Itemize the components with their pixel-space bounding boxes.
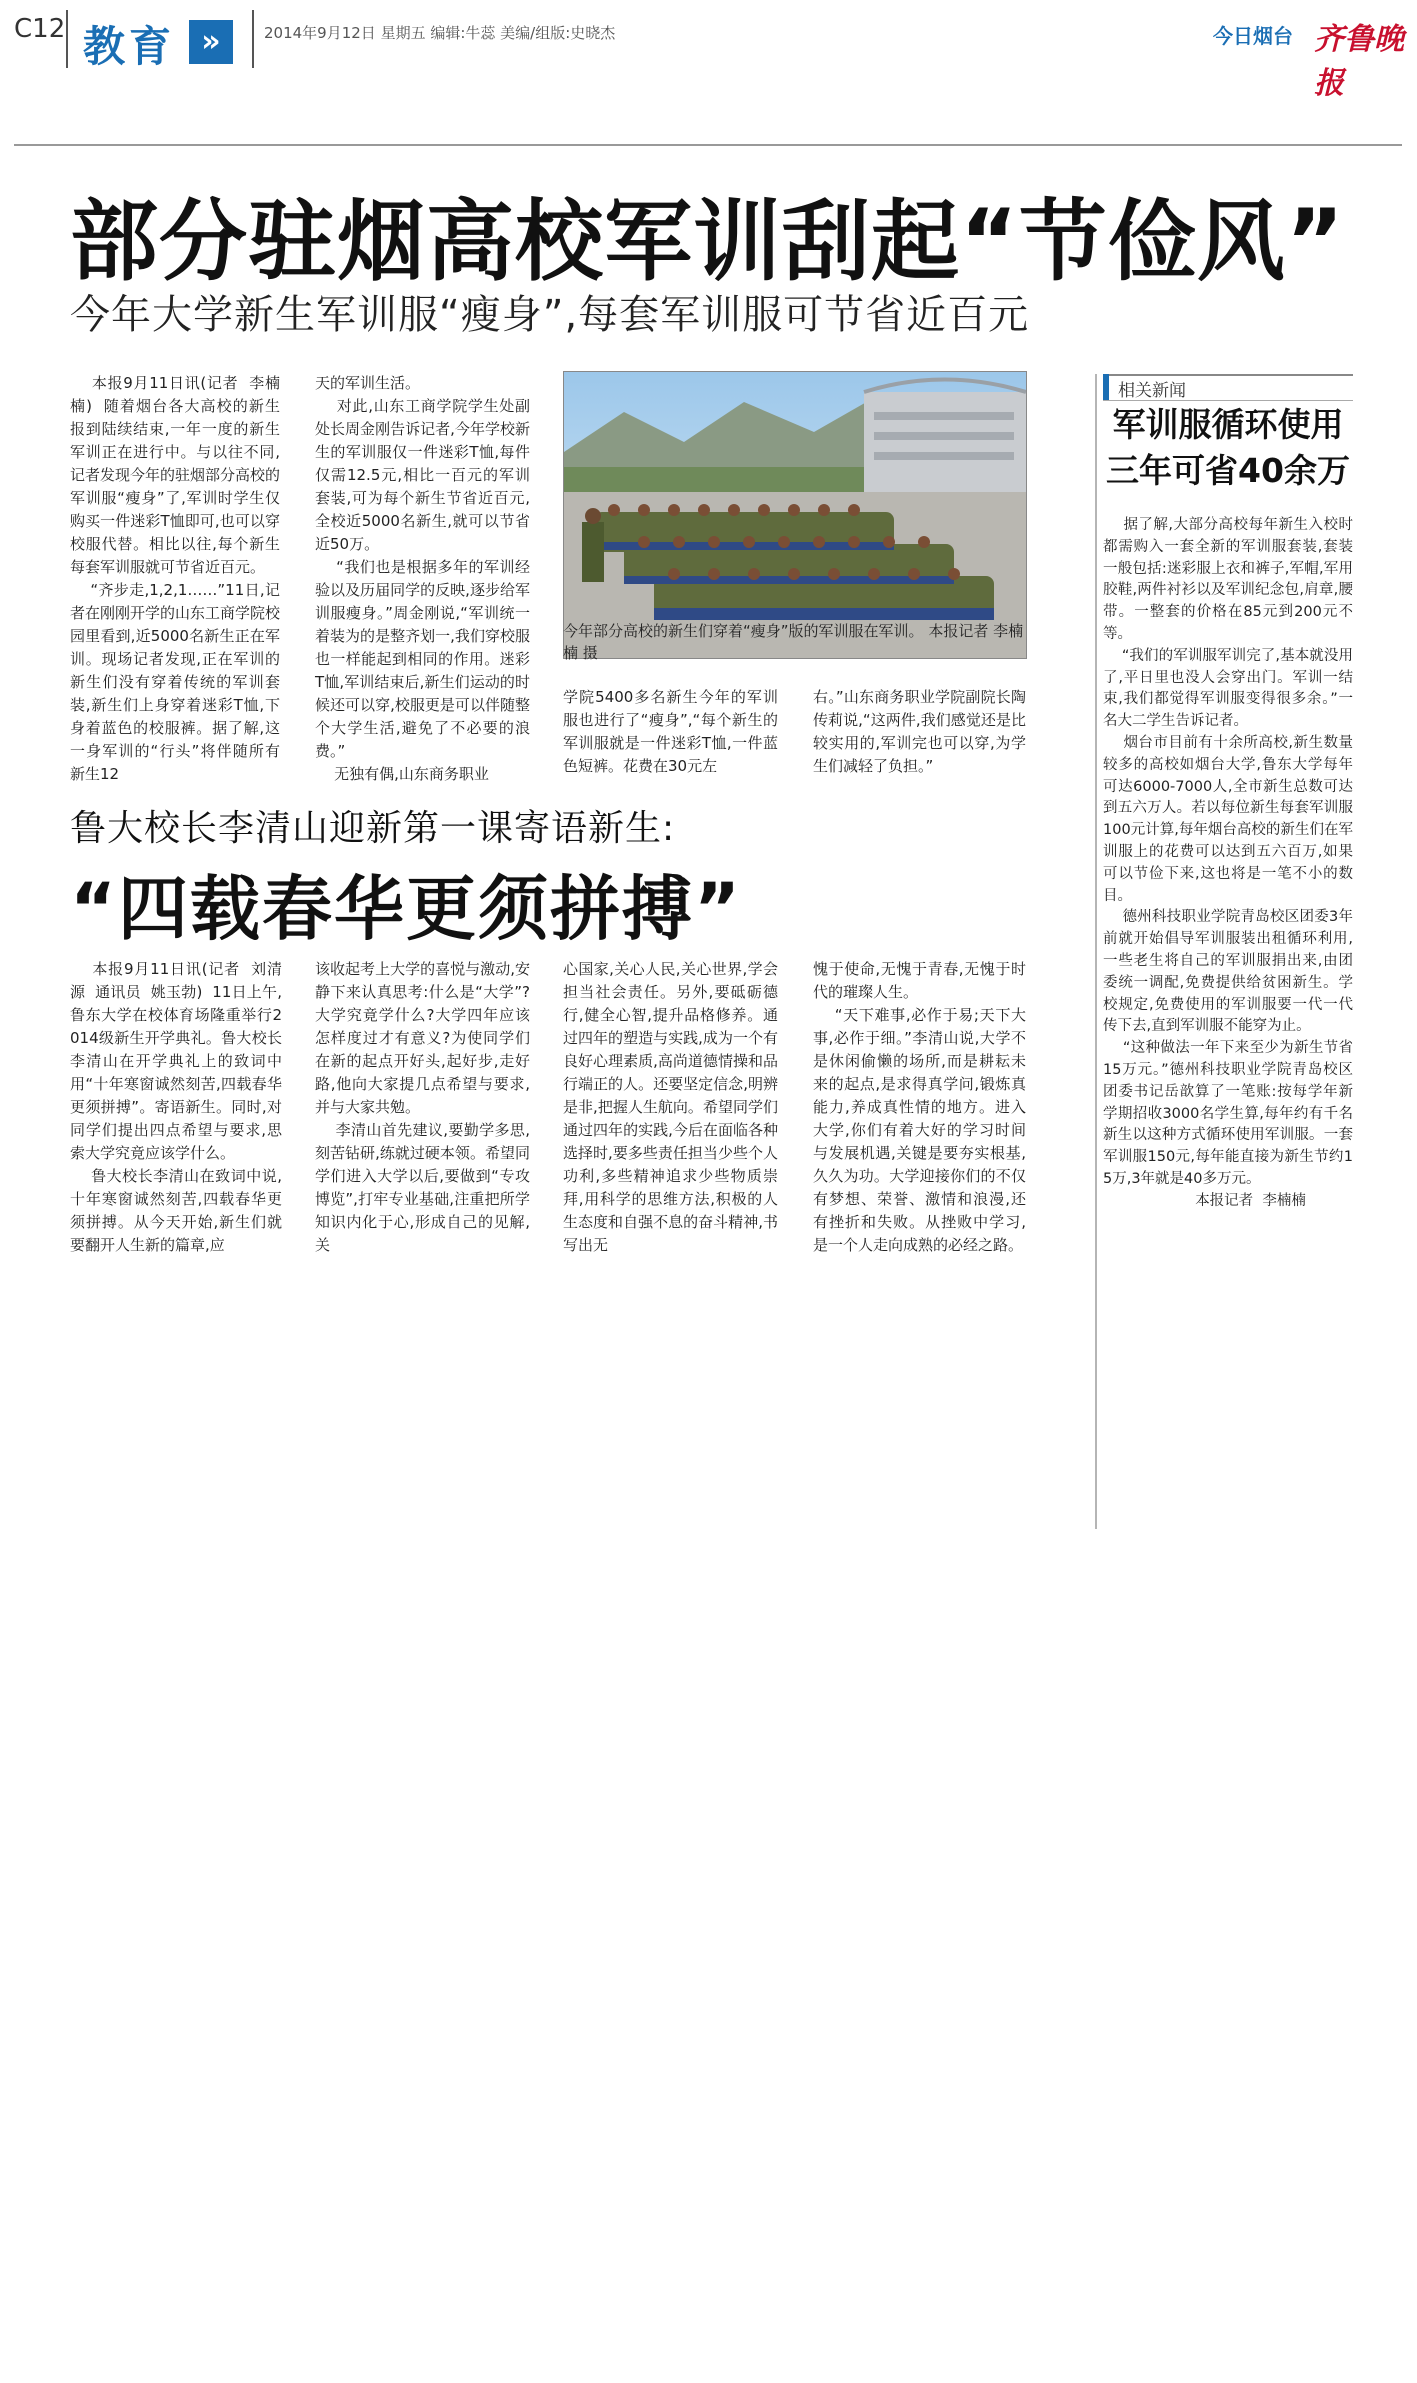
story2-column-2: 该收起考上大学的喜悦与激动,安静下来认真思考:什么是“大学”?大学究竟学什么?大学四年应该怎样度过才有意义?为使同学们在新的起点开好头,起好步,走好路,他向大家提几点希望与要求,并与大家共勉。 李清山首先建议,要勤学多思,刻苦钻研,练就过硬本领。希望同学们进入大学以后,要做到“专攻博览”,打牢专业基础,注重把所学知识内化于心,形成自己的见解,关 (315, 960, 530, 1254)
story1-column-3: 学院5400多名新生今年的军训服也进行了“瘦身”,“每个新生的军训服就是一件迷彩T恤,一件蓝色短裤。花费在30元左 (563, 688, 778, 775)
related-news-label: 相关新闻 (1118, 381, 1186, 401)
story1-column-1: 本报9月11日讯(记者 李楠楠) 随着烟台各大高校的新生报到陆续结束,一年一度的新生军训正在进行中。与以往不同,记者发现今年的驻烟部分高校的军训服“瘦身”了,军训时学生仅购买一件迷彩T恤即可,也可以穿校服代替。相比以往,每个新生每套军训服就可节省近百元。 “齐步走,1,2,1……”11日,记者在刚刚开学的山东工商学院校园里看到,近5000名新生正在军训。现场记者发现,正在军训的新生们没有穿着传统的军训套装,新生们上身穿着迷彩T恤,下身着蓝色的校服裤。据了解,这一身军训的“行头”将伴随所有新生12 (70, 374, 281, 783)
story2-kicker: 鲁大校长李清山迎新第一课寄语新生: (70, 808, 676, 849)
story1-column-4: 右。”山东商务职业学院副院长陶传莉说,“这两件,我们感觉还是比较实用的,军训完也可以穿,为学生们减轻了负担。” (813, 688, 1026, 775)
story1-column-2: 天的军训生活。 对此,山东工商学院学生处副处长周金刚告诉记者,今年学校新生的军训服仅一件迷彩T恤,每件仅需12.5元,相比一百元的军训套装,可为每个新生节省近百元,全校近5000名新生,就可以节省近50万。 “我们也是根据多年的军训经验以及历届同学的反映,逐步给军训服瘦身。”周金刚说,“军训统一着装为的是整齐划一,我们穿校服也一样能起到相同的作用。迷彩T恤,军训结束后,新生们运动的时候还可以穿,校服更是可以伴随整个大学生活,避免了不必要的浪费。” 无独有偶,山东商务职业 (315, 374, 530, 783)
section-title: 教育 (83, 22, 176, 71)
related-news-marker (1103, 374, 1109, 400)
story2-column-1: 本报9月11日讯(记者 刘清源 通讯员 姚玉勃) 11日上午,鲁东大学在校体育场隆重举行2014级新生开学典礼。鲁大校长李清山在开学典礼上的致词中用“十年寒窗诚然刻苦,四载春华更须拼搏”。寄语新生。同时,对同学们提出四点希望与要求,思索大学究竟应该学什么。 鲁大校长李清山在致词中说,十年寒窗诚然刻苦,四载春华更须拼搏。从今天开始,新生们就要翻开人生新的篇章,应 (70, 960, 282, 1254)
related-headline: 军训服循环使用 三年可省40余万 (1106, 405, 1350, 490)
story2-column-4: 愧于使命,无愧于青春,无愧于时代的璀璨人生。 “天下难事,必作于易;天下大事,必作于细。”李清山说,大学不是休闲偷懒的场所,而是耕耘未来的起点,是求得真学问,锻炼真能力,养成真性情的地方。进入大学,你们有着大好的学习时间与发展机遇,关键是要夯实根基,久久为功。大学迎接你们的不仅有梦想、荣誉、激情和浪漫,还有挫折和失败。从挫败中学习,是一个人走向成熟的必经之路。 (813, 960, 1026, 1254)
photo-military-training-icon (564, 372, 1026, 658)
masthead-logo: 齐鲁晚报 (1314, 22, 1404, 101)
header-divider-2 (252, 10, 254, 68)
story2-column-3: 心国家,关心人民,关心世界,学会担当社会责任。另外,要砥砺德行,健全心智,提升品格修养。通过四年的塑造与实践,成为一个有良好心理素质,高尚道德情操和品行端正的人。还要坚定信念,明辨是非,把握人生航向。希望同学们通过四年的实践,今后在面临各种选择时,要多些责任担当少些个人功利,多些精神追求少些物质崇拜,用科学的思维方法,积极的人生态度和自强不息的奋斗精神,书写出无 (563, 960, 778, 1254)
dateline: 2014年9月12日 星期五 编辑:牛蕊 美编/组版:史晓杰 (264, 24, 616, 42)
page-number: C12 (14, 14, 66, 44)
rail-divider (1095, 374, 1097, 1529)
main-headline: 部分驻烟高校军训刮起“节俭风” (70, 190, 1345, 293)
edition-label: 今日烟台 (1213, 24, 1293, 48)
header-divider (66, 10, 68, 68)
story2-headline: “四载春华更须拼搏” (70, 868, 743, 950)
news-photo (563, 371, 1027, 659)
chevron-right-icon: » (189, 20, 233, 64)
related-body: 据了解,大部分高校每年新生入校时都需购入一套全新的军训服套装,套装一般包括:迷彩服上衣和裤子,军帽,军用胶鞋,两件衬衫以及军训纪念包,肩章,腰带。一整套的价格在85元到200元不等。 “我们的军训服军训完了,基本就没用了,平日里也没人会穿出门。军训一结束,我们都觉得军训服变得很多余。”一名大二学生告诉记者。 烟台市目前有十余所高校,新生数量较多的高校如烟台大学,鲁东大学每年可达6000-7000人,全市新生总数可达到五六万人。若以每位新生每套军训服100元计算,每年烟台高校的新生们在军训服上的花费可以达到五六百万,如果可以节俭下来,这也将是一笔不小的数目。 德州科技职业学院青岛校区团委3年前就开始倡导军训服装出租循环利用,一些老生将自己的军训服捐出来,由团委统一调配,免费提供给贫困新生。学校规定,免费使用的军训服要一代一代传下去,直到军训服不能穿为止。 “这种做法一年下来至少为新生节省15万元。”德州科技职业学院青岛校区团委书记岳歆算了一笔账:按每学年新学期招收3000名学生算,每年约有千名新生以这种方式循环使用军训服。一套军训服150元,每年能直接为新生节约15万,3年就是40多万元。 本报记者 李楠楠 (1103, 517, 1354, 1209)
header-rule (14, 144, 1402, 146)
photo-caption: 今年部分高校的新生们穿着“瘦身”版的军训服在军训。 本报记者 李楠楠 摄 (563, 622, 1024, 662)
main-subheadline: 今年大学新生军训服“瘦身”,每套军训服可节省近百元 (70, 292, 1030, 338)
